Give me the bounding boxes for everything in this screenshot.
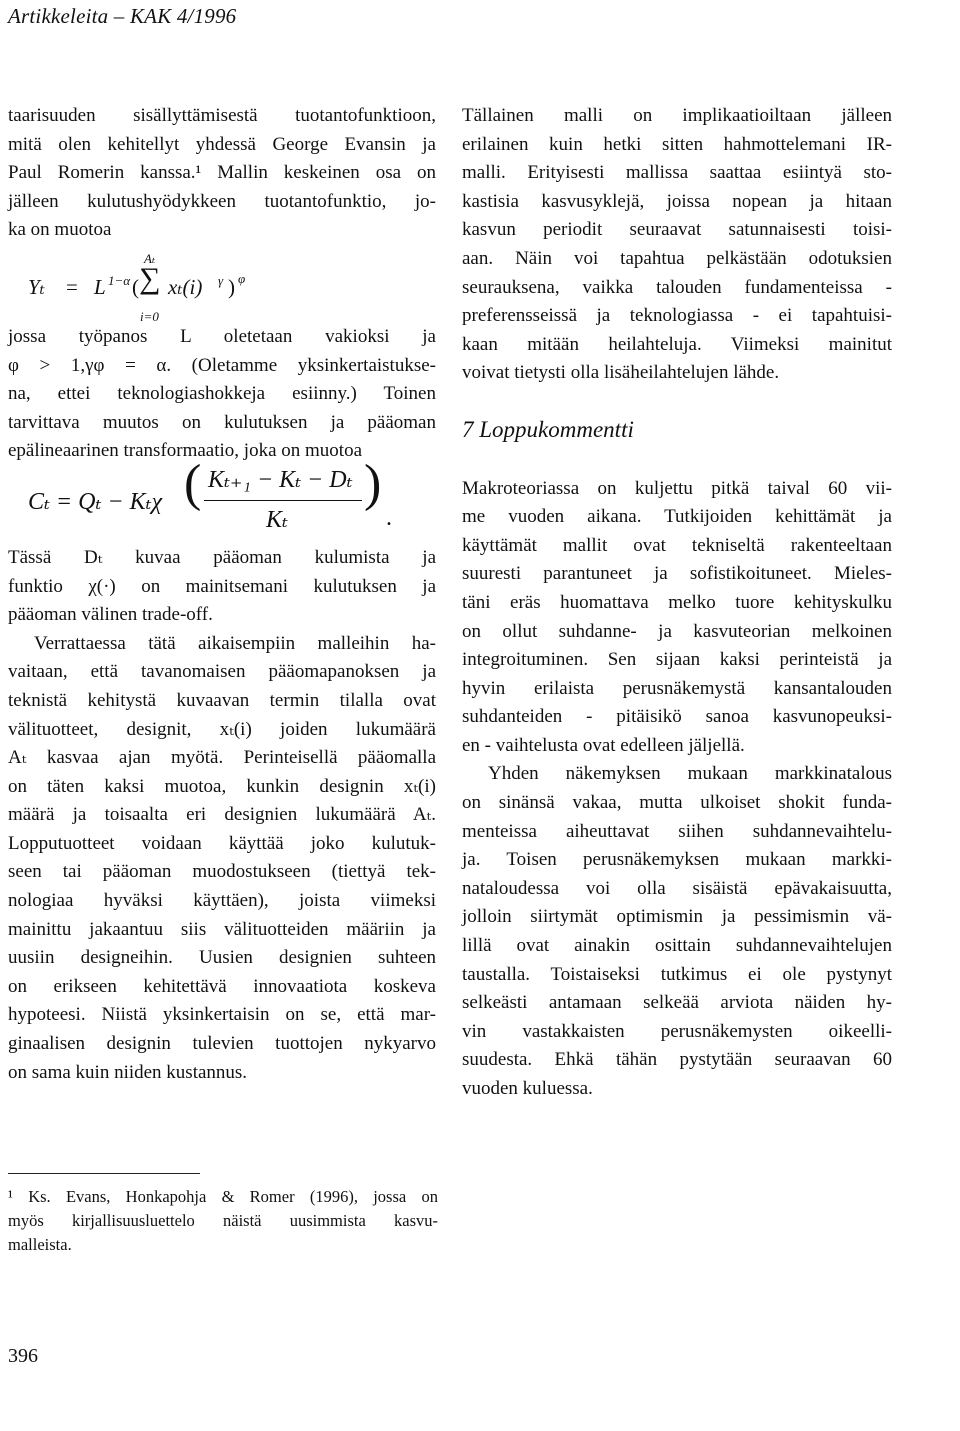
text-line: vuoden kuluessa. — [462, 1078, 593, 1099]
text-line: en - vaihtelusta ovat edelleen jäljellä. — [462, 734, 745, 756]
text-line: Lopputuotteet voidaan käyttää joko kulutuk- — [8, 832, 436, 854]
text-line: vaitaan, että tavanomaisen pääomapanoksen ja — [8, 661, 436, 683]
production-function-equation — [8, 245, 436, 323]
text-line: jolloin siirtymät optimismin ja pessimismin vä- — [462, 906, 892, 928]
text-line: seurauksena, vaikka talouden fundamenteissa - — [462, 276, 892, 298]
text-line: menteissa aiheuttavat siihen suhdannevaihtelu- — [462, 820, 892, 842]
text-line: hypoteesi. Niistä yksinkertaisin on se, että mar- — [8, 1004, 436, 1026]
eq1-L-exponent: 1−α — [108, 272, 131, 288]
text-line: funktio χ(·) on mainitsemani kulutuksen ja — [8, 575, 436, 597]
text-line: preferensseissä ja teknologiassa - ei tapahtuisi- — [462, 305, 892, 327]
text-line: jossa työpanos L oletetaan vakioksi ja — [8, 325, 436, 347]
text-line: suudesta. Ehkä tähän pystytään seuraavan 60 — [462, 1049, 892, 1071]
right-column — [462, 102, 892, 1104]
text-line: na, ettei teknologiashokkeja esiinny.) Toinen — [8, 383, 436, 405]
text-line: Yhden näkemyksen mukaan markkinatalous — [488, 763, 892, 785]
eq1-term-exponent: γ — [218, 272, 224, 288]
text-line: ginaalisen designin tulevien tuottojen nykyarvo — [8, 1033, 436, 1055]
text-line: epälineaarinen transformaatio, joka on muotoa — [8, 440, 363, 462]
footnote-divider — [8, 1173, 200, 1174]
eq2-lhs: Cₜ = Qₜ − Kₜχ — [28, 488, 163, 515]
text-line: erilainen kuin hetki sitten hahmottelemani IR- — [462, 133, 892, 155]
eq1-equals: = — [66, 274, 78, 299]
text-line: jälleen kulutushyödykkeen tuotantofunktio, jo- — [8, 190, 436, 212]
text-line: uusiin designeihin. Uusien designien suhteen — [8, 947, 436, 969]
text-line: malli. Erityisesti mallissa saattaa esiintyä sto- — [462, 162, 892, 184]
eq1-sum-upper-limit: Aₜ — [144, 250, 156, 266]
eq1-outer-exponent: φ — [238, 270, 246, 286]
eq2-fraction-bar — [204, 500, 362, 501]
eq2-numerator: Kₜ₊₁ − Kₜ − Dₜ — [208, 466, 353, 493]
text-line: lillä ovat ainakin osittain suhdannevaihtelujen — [462, 935, 892, 957]
text-line: Tällainen malli on implikaatioiltaan jälleen — [462, 105, 892, 126]
eq2-period: . — [386, 504, 392, 531]
eq2-close-bracket: ) — [364, 454, 382, 512]
paragraph-intro — [8, 102, 436, 245]
text-line: voivat tietysti olla lisäheilahtelujen lähde. — [462, 362, 780, 384]
footnote-line: ¹ Ks. Evans, Honkapohja & Romer (1996), jossa on — [8, 1187, 438, 1206]
paragraph-depreciation — [8, 544, 436, 630]
text-line: kasvun periodit seuraavat satunnaisesti toisi- — [462, 219, 892, 241]
text-line: määrä ja toisaalta eri designien lukumäärä Aₜ. — [8, 804, 436, 826]
text-line: kastisia kasvusyklejä, joissa nopean ja hitaan — [462, 190, 892, 212]
footnote-line: myös kirjallisuusluettelo näistä uusimmista kasvu- — [8, 1211, 438, 1230]
text-line: tarvittava muutos on kulutuksen ja pääoman — [8, 411, 436, 433]
eq1-L: L — [94, 274, 106, 299]
eq2-open-bracket: ( — [184, 454, 202, 512]
transformation-equation — [8, 454, 436, 544]
text-line: hyvin erilaista perusnäkemystä kansantalouden — [462, 677, 892, 699]
text-line: integroituminen. Sen sijaan kaksi perinteistä ja — [462, 649, 892, 671]
text-line: nataloudessa voi olla sisäistä epävakaisuutta, — [462, 877, 892, 899]
text-line: suuresti parantuneet ja sofistikoituneet. Mieles- — [462, 563, 892, 585]
eq1-sum-symbol: ∑ — [139, 261, 161, 295]
text-line: Verrattaessa tätä aikaisempiin malleihin ha- — [34, 632, 436, 654]
text-line: selkeästi antamaan selkeää arviota näiden hy- — [462, 992, 892, 1014]
paragraph-labor — [8, 323, 436, 466]
eq1-sum-lower-limit: i=0 — [140, 308, 159, 324]
text-line: Makroteoriassa on kuljettu pitkä taival 60 vii- — [462, 477, 892, 499]
text-line: käyttämät mallit ovat tekniseltä rakenteeltaan — [462, 534, 892, 556]
paragraph-macro-theory — [462, 475, 892, 761]
eq1-open-paren: ( — [132, 274, 139, 299]
text-line: Aₜ kasvaa ajan myötä. Perinteisellä pääomalla — [8, 747, 436, 769]
text-line: ka on muotoa — [8, 219, 112, 241]
text-line: teknistä kehitystä kuvaavan termin tilalla ovat — [8, 689, 436, 711]
text-line: mitä olen kehitellyt yhdessä George Evansin ja — [8, 133, 436, 155]
text-line: taustalla. Toistaiseksi tutkimus ei ole pystynyt — [462, 963, 892, 985]
text-line: taarisuuden sisällyttämisestä tuotantofunktioon, — [8, 105, 436, 126]
text-line: aan. Näin voi tapahtua pelkästään odotuksien — [462, 247, 892, 269]
text-line: kaan mitään heilahteluja. Viimeksi mainitut — [462, 333, 892, 355]
running-header: Artikkeleita – KAK 4/1996 — [8, 4, 237, 28]
text-line: me vuoden aikana. Tutkijoiden kehittämät ja — [462, 506, 892, 528]
footnote-line: malleista. — [8, 1235, 72, 1254]
text-line: Tässä Dₜ kuvaa pääoman kulumista ja — [8, 546, 436, 568]
paragraph-views — [462, 760, 892, 1103]
paragraph-comparison — [8, 630, 436, 1088]
text-line: täni eräs huomattava melko tuore kehityskulku — [462, 591, 892, 613]
text-line: ja. Toisen perusnäkemyksen mukaan markki- — [462, 849, 892, 871]
text-line: seen tai pääoman muodostukseen (tiettyä tek- — [8, 861, 436, 883]
text-line: vin vastakkaisten perusnäkemysten oikeelli- — [462, 1020, 892, 1042]
text-line: välituotteet, designit, xₜ(i) joiden lukumäärä — [8, 718, 436, 740]
text-line: on sama kuin niiden kustannus. — [8, 1061, 248, 1083]
page-number: 396 — [8, 1345, 38, 1367]
eq2-denominator: Kₜ — [266, 506, 288, 533]
text-line: mainittu jakaantuu siis välituotteiden määriin ja — [8, 918, 436, 940]
text-line: on ollut suhdanne- ja kasvuteorian melkoinen — [462, 620, 892, 642]
paragraph-model-implications — [462, 102, 892, 388]
footnote — [8, 1185, 438, 1257]
text-line: on täten kaksi muotoa, kunkin designin xₜ(i) — [8, 775, 436, 797]
text-line: pääoman välinen trade-off. — [8, 604, 213, 626]
eq1-close-paren: ) — [228, 274, 235, 299]
text-line: φ > 1,γφ = α. (Oletamme yksinkertaistukse- — [8, 354, 436, 376]
section-heading: 7 Loppukommentti — [462, 416, 634, 442]
text-line: nologiaa hyväksi käyttäen), joista viimeksi — [8, 890, 436, 912]
text-line: on sinänsä vakaa, mutta ulkoiset shokit funda- — [462, 792, 892, 814]
text-line: Paul Romerin kanssa.¹ Mallin keskeinen osa on — [8, 162, 436, 184]
eq1-lhs: Yₜ — [28, 274, 45, 299]
text-line: suhdanteiden - pitäisikö sanoa kasvunopeuksi- — [462, 706, 892, 728]
text-line: on erikseen kehitettävä innovaatiota koskeva — [8, 975, 436, 997]
eq1-term: xₜ(i) — [168, 274, 203, 299]
left-column — [8, 102, 436, 1087]
